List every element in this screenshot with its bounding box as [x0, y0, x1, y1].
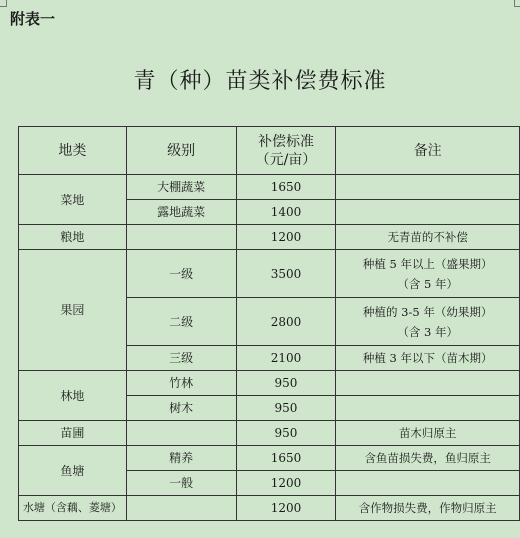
cell-fishpond-fine-price: 1650	[236, 446, 336, 471]
header-remarks: 备注	[336, 127, 520, 175]
cell-forest-tree-price: 950	[236, 396, 336, 421]
table-header-row	[19, 127, 520, 175]
cell-waterpond-category: 水塘（含藕、菱塘）	[19, 496, 127, 521]
appendix-label: 附表一	[10, 10, 56, 28]
cell-forest-bamboo-note	[336, 371, 520, 396]
cell-nursery-grade	[126, 421, 236, 446]
corner-mark-top-left	[0, 0, 7, 7]
cell-orchard-g3-grade: 三级	[126, 346, 236, 371]
cell-orchard-g2-grade: 二级	[126, 298, 236, 346]
cell-forest-tree-grade: 树木	[126, 396, 236, 421]
cell-grain-price: 1200	[236, 225, 336, 250]
cell-forest-bamboo-price: 950	[236, 371, 336, 396]
cell-fishpond-fine-grade: 精养	[126, 446, 236, 471]
cell-fishpond-fine-note: 含鱼苗损失费，鱼归原主	[336, 446, 520, 471]
table-row	[19, 175, 520, 200]
cell-orchard-g1-note-line2: （含 5 年）	[397, 276, 458, 291]
cell-orchard-g1-price: 3500	[236, 250, 336, 298]
header-grade: 级别	[126, 127, 236, 175]
cell-orchard-g1-note	[336, 250, 520, 298]
cell-nursery-price: 950	[236, 421, 336, 446]
cell-grain-grade	[126, 225, 236, 250]
cell-waterpond-grade	[126, 496, 236, 521]
cell-nursery-category: 苗圃	[19, 421, 127, 446]
cell-orchard-g2-note-line1: 种植的 3-5 年（幼果期）	[363, 304, 493, 319]
header-standard-line1: 补偿标准	[257, 133, 314, 150]
compensation-table	[18, 126, 520, 521]
cell-grain-category: 粮地	[19, 225, 127, 250]
cell-veg-open-price: 1400	[236, 200, 336, 225]
cell-veg-category: 菜地	[19, 175, 127, 225]
cell-orchard-g3-price: 2100	[236, 346, 336, 371]
table-row	[19, 371, 520, 396]
cell-orchard-g1-note-line1: 种植 5 年以上（盛果期）	[362, 256, 493, 271]
cell-grain-note: 无青苗的不补偿	[336, 225, 520, 250]
cell-veg-open-note	[336, 200, 520, 225]
cell-veg-greenhouse-price: 1650	[236, 175, 336, 200]
cell-fishpond-normal-grade: 一般	[126, 471, 236, 496]
cell-forest-tree-note	[336, 396, 520, 421]
cell-orchard-g2-note-line2: （含 3 年）	[397, 324, 458, 339]
header-standard	[236, 127, 336, 175]
cell-orchard-g2-price: 2800	[236, 298, 336, 346]
cell-veg-greenhouse-note	[336, 175, 520, 200]
header-standard-line2: （元/亩）	[255, 151, 317, 168]
cell-orchard-g2-note	[336, 298, 520, 346]
table-row	[19, 496, 520, 521]
cell-veg-open-grade: 露地蔬菜	[126, 200, 236, 225]
table-row	[19, 446, 520, 471]
page-title: 青（种）苗类补偿费标准	[133, 69, 387, 94]
cell-forest-bamboo-grade: 竹林	[126, 371, 236, 396]
cell-waterpond-price: 1200	[236, 496, 336, 521]
cell-orchard-g1-grade: 一级	[126, 250, 236, 298]
cell-veg-greenhouse-grade: 大棚蔬菜	[126, 175, 236, 200]
cell-orchard-category: 果园	[19, 250, 127, 371]
cell-forest-category: 林地	[19, 371, 127, 421]
cell-waterpond-note: 含作物损失费，作物归原主	[336, 496, 520, 521]
cell-fishpond-normal-note	[336, 471, 520, 496]
cell-nursery-note: 苗木归原主	[336, 421, 520, 446]
table-row	[19, 225, 520, 250]
header-category: 地类	[19, 127, 127, 175]
cell-fishpond-normal-price: 1200	[236, 471, 336, 496]
cell-fishpond-category: 鱼塘	[19, 446, 127, 496]
table-row	[19, 421, 520, 446]
corner-mark-top-right	[514, 0, 520, 7]
table-row	[19, 250, 520, 298]
cell-orchard-g3-note: 种植 3 年以下（苗木期）	[336, 346, 520, 371]
